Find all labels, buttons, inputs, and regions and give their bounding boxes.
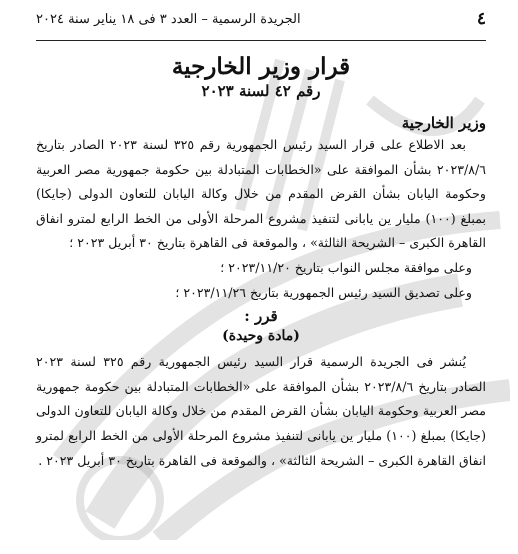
article-label: (مادة وحيدة) xyxy=(222,328,300,345)
decision-label: قرر : xyxy=(244,307,278,326)
page-number: ٤ xyxy=(476,9,486,29)
preamble-paragraph: بعد الاطلاع على قرار السيد رئيس الجمهورية رقم ٣٢٥ لسنة ٢٠٢٣ الصادر بتاريخ ٢٠٢٣/٨/٦ بشأن الموافقة على «الخطابات المتبادلة بين حكومة جمهورية مصر العربية وحكومة اليابان بشأن القرض المقدم من خلال وكالة اليابان للتعاون الدولى (جايكا) بمبلغ (١٠٠) مليار ين يابانى لتنفيذ مشروع المرحلة الأولى من الخط الرابع لمترو انفاق القاهرة الكبرى – الشريحة الثالثة» ، والموقعة فى القاهرة بتاريخ ٣٠ أبريل ٢٠٢٣ ؛ xyxy=(36,137,486,251)
article-text: يُنشر فى الجريدة الرسمية قرار السيد رئيس الجمهورية رقم ٣٢٥ لسنة ٢٠٢٣ الصادر بتاريخ ٢٠٢٣/٨/٦ بشأن الموافقة على «الخطابات المتبادلة بين حكومة جمهورية مصر العربية وحكومة اليابان بشأن القرض المقدم من خلال وكالة اليابان للتعاون الدولى (جايكا) بمبلغ (١٠٠) مليار ين يابانى لتنفيذ مشروع المرحلة الأولى من الخط الرابع لمترو انفاق القاهرة الكبرى – الشريحة الثالثة» ، والموقعة فى القاهرة بتاريخ ٣٠ أبريل ٢٠٢٣ . xyxy=(36,354,486,468)
decree-number: رقم ٤٢ لسنة ٢٠٢٣ xyxy=(201,82,321,100)
publication-line: الجريدة الرسمية – العدد ٣ فى ١٨ يناير سنة ٢٠٢٤ xyxy=(36,11,301,27)
decree-title: قرار وزير الخارجية xyxy=(171,53,351,80)
preamble-paragraph: وعلى تصديق السيد رئيس الجمهورية بتاريخ ٢٠٢٣/١١/٢٦ ؛ xyxy=(175,284,472,300)
preamble-paragraph: وعلى موافقة مجلس النواب بتاريخ ٢٠٢٣/١١/٢٠ ؛ xyxy=(220,259,472,275)
issuer-heading: وزير الخارجية xyxy=(401,114,486,132)
page-header xyxy=(36,0,486,41)
